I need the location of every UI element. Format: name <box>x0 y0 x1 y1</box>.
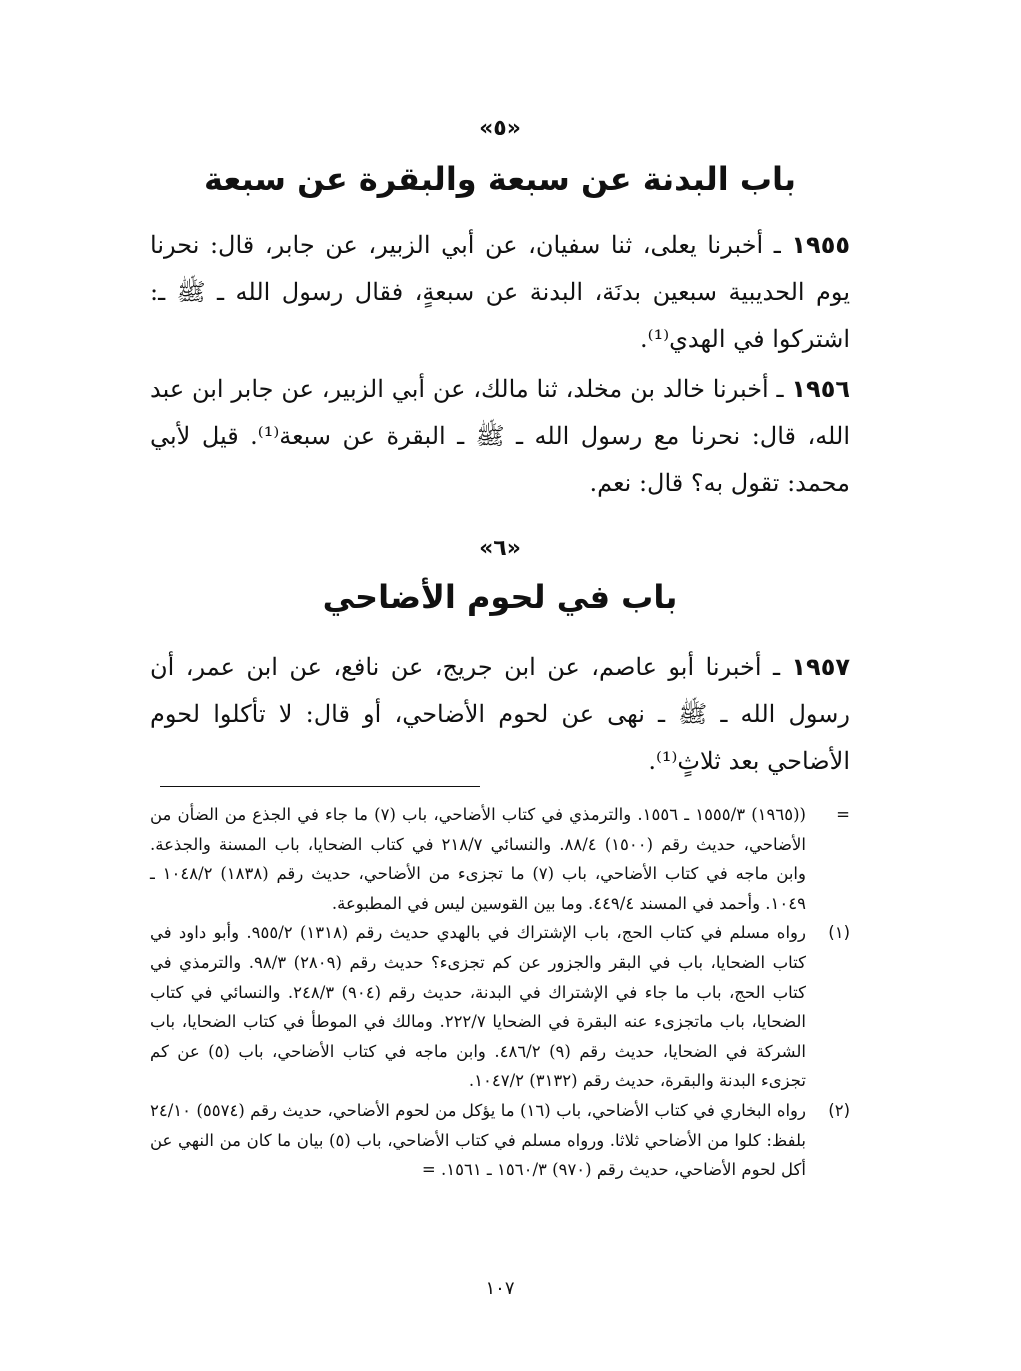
footnote-text: رواه مسلم في كتاب الحج، باب الإشتراك في بالهدي حديث رقم (١٣١٨) ٩٥٥/٢. وأبو داود في كتاب الضحايا، باب في البقر والجزور عن كم تجزىء؟ حديث رقم (٢٨٠٩) ٩٨/٣. والترمذي في كتاب الحج، باب ما جاء في الإشتراك في البدنة، حديث رقم (٩٠٤) ٢٤٨/٣. والنسائي في كتاب الضحايا، باب ماتجزىء عنه البقرة في الضحايا ٢٢٢/٧. ومالك في الموطأ في كتاب الضحايا، باب الشركة في الضحايا، حديث رقم (٩) ٤٨٦/٢. وابن ماجه في كتاب الأضاحي، باب (٥) عن كم تجزىء البدنة والبقرة، حديث رقم (٣١٣٢) ١٠٤٧/٢. <box>150 923 807 1091</box>
hadith-text: ـ أخبرنا خالد بن مخلد، ثنا مالك، عن أبي الزبير، عن جابر ابن عبد الله، قال: نحرنا مع رسول الله ـ ﷺ ـ البقرة عن سبعة⁽¹⁾. قيل لأبي محمد: تقول به؟ قال: نعم. <box>150 375 850 497</box>
book-page <box>150 0 850 1371</box>
footnote-mark: (١) <box>828 923 850 943</box>
hadith-paragraph <box>150 366 850 507</box>
footnotes <box>150 800 850 1185</box>
hadith-text: ـ أخبرنا يعلى، ثنا سفيان، عن أبي الزبير، عن جابر، قال: نحرنا يوم الحديبية سبعين بدنَة، البدنة عن سبعةٍ، فقال رسول الله ـ ﷺ ـ: اشتركوا في الهدي⁽¹⁾. <box>150 231 850 353</box>
page-number: ١٠٧ <box>485 1278 515 1299</box>
section-number: «٦» <box>479 536 521 561</box>
footnote-mark: (٢) <box>828 1100 850 1120</box>
footnote-separator <box>160 786 480 787</box>
footnote <box>150 918 850 1096</box>
footnote-mark: = <box>836 805 850 824</box>
hadith-paragraph <box>150 644 850 785</box>
hadith-number: ١٩٥٧ <box>791 653 850 681</box>
footnote-text: رواه البخاري في كتاب الأضاحي، باب (١٦) ما يؤكل من لحوم الأضاحي، حديث رقم (٥٥٧٤) ٢٤/١٠ بلفظ: كلوا من الأضاحي ثلاثا. ورواه مسلم في كتاب الأضاحي، باب (٥) بيان ما كان من النهي عن أكل لحوم الأضاحي، حديث رقم (٩٧٠) ١٥٦٠/٣ ـ ١٥٦١. = <box>150 1100 806 1180</box>
footnote <box>150 1096 850 1185</box>
hadith-number: ١٩٥٦ <box>791 375 850 403</box>
footnote <box>150 800 850 918</box>
hadith-paragraph <box>150 222 850 363</box>
hadith-number: ١٩٥٥ <box>791 231 850 259</box>
footnote-text: ((١٩٦٥) ١٥٥٥/٣ ـ ١٥٥٦. والترمذي في كتاب الأضاحي، باب (٧) ما جاء في الجذع من الضأن من الأضاحي، حديث رقم (١٥٠٠) ٨٨/٤. والنسائي ٢١٨/٧ في كتاب الضحايا، باب المسنة والجذعة. وابن ماجه في كتاب الأضاحي، باب (٧) ما تجزىء من الأضاحي، حديث رقم (١٨٣٨) ١٠٤٨/٢ ـ ١٠٤٩. وأحمد في المسند ٤٤٩/٤. وما بين القوسين ليس في المطبوعة. <box>150 805 806 913</box>
chapter-title: باب البدنة عن سبعة والبقرة عن سبعة <box>203 160 797 198</box>
chapter-title: باب في لحوم الأضاحي <box>322 578 678 616</box>
hadith-text: ـ أخبرنا أبو عاصم، عن ابن جريج، عن نافع، عن ابن عمر، أن رسول الله ـ ﷺ ـ نهى عن لحوم الأضاحي، أو قال: لا تأكلوا لحوم الأضاحي بعد ثلاثٍ⁽¹⁾. <box>150 653 850 775</box>
section-number: «٥» <box>479 116 521 141</box>
